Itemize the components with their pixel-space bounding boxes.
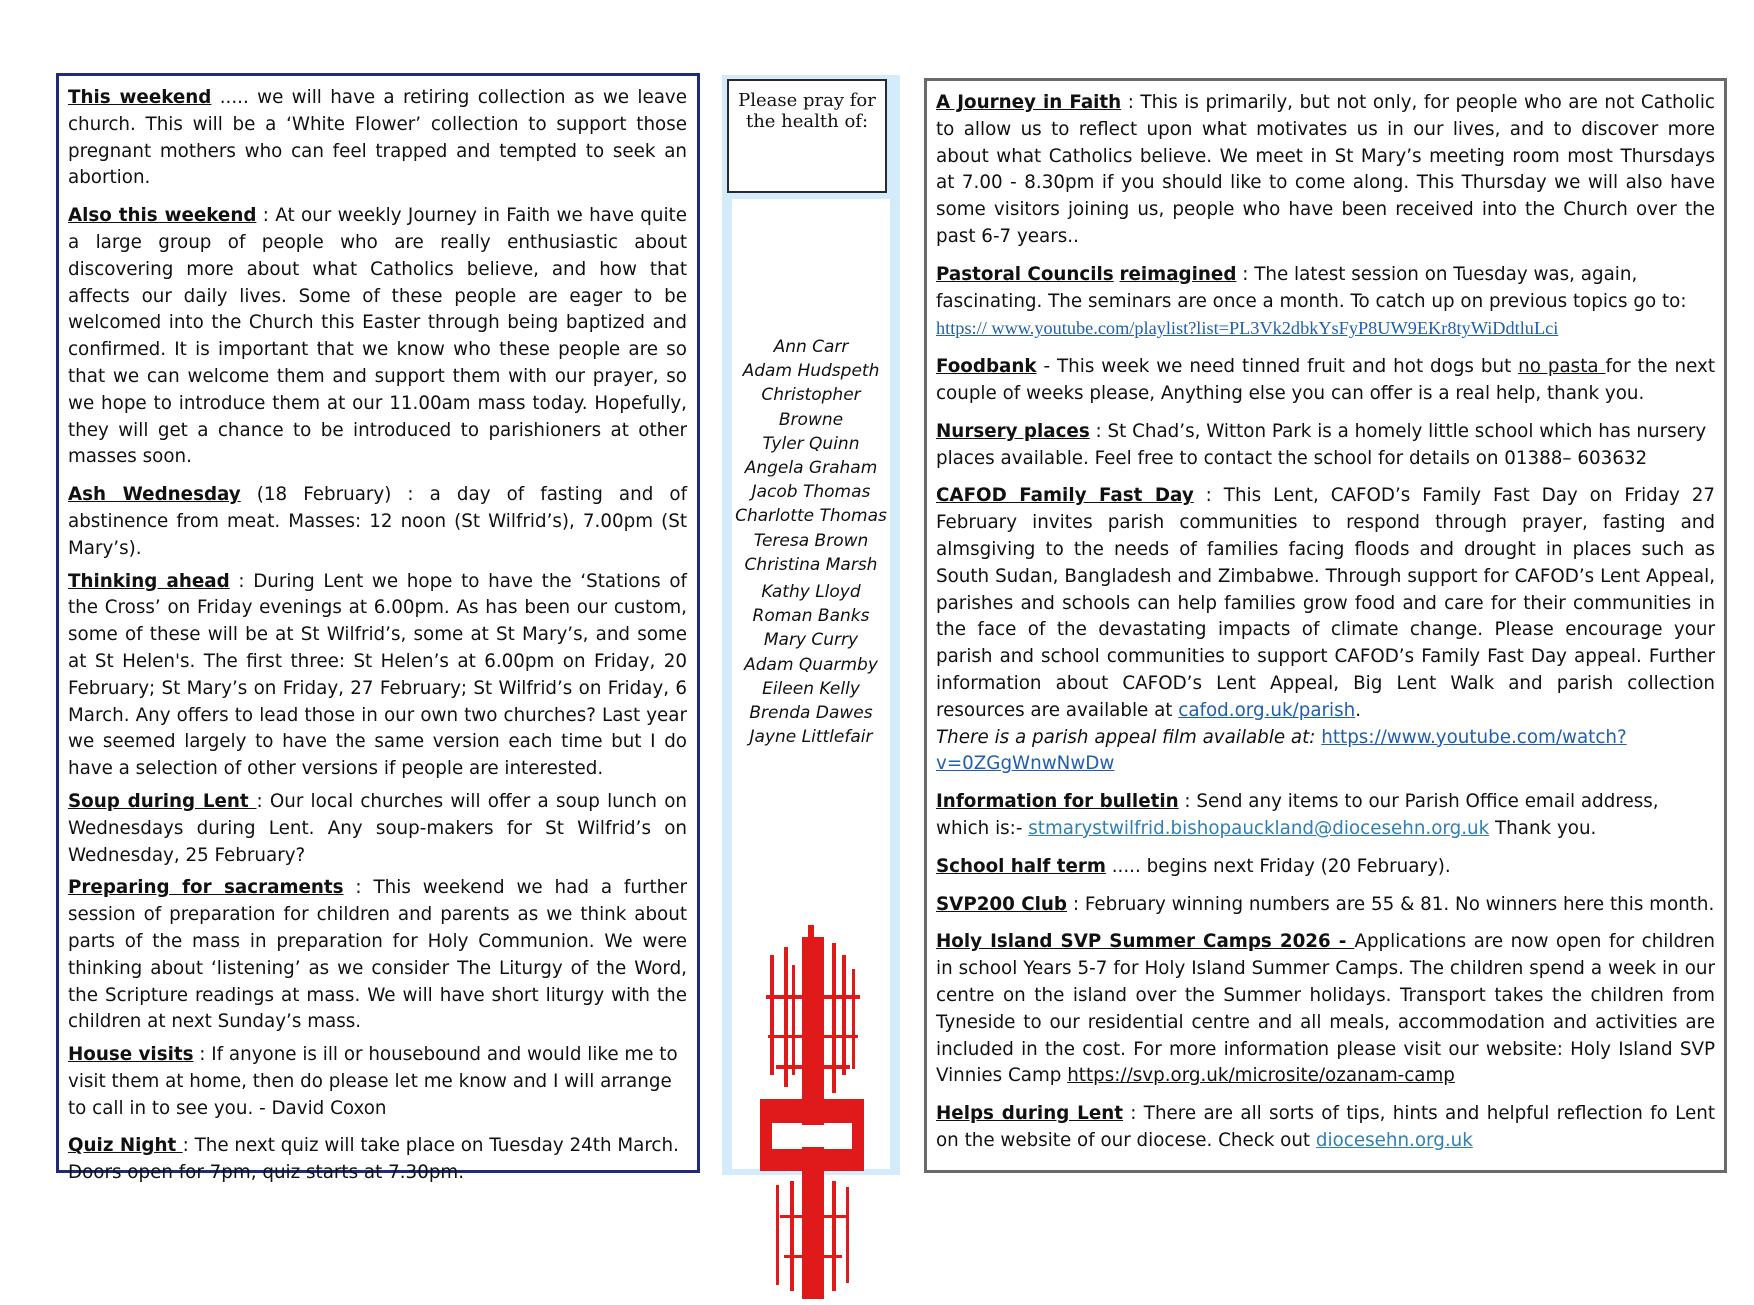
info-bulletin-end: Thank you. [1489, 817, 1597, 839]
ash-wednesday-heading: Ash Wednesday [68, 484, 241, 506]
holy-island-heading: Holy Island SVP Summer Camps 2026 - [936, 931, 1355, 953]
ash-wednesday-trail: (18 February) : [240, 484, 430, 506]
soup-body: Our local churches will offer a soup lunch on Wednesdays during Lent. Any soup-makers for St Wilfrid’s on Wednesday, 25 February? [68, 790, 687, 866]
journey-heading: A Journey in Faith [936, 92, 1122, 113]
pastoral-body: The latest session on Tuesday was, again, fascinating. The seminars are once a month. To catch up on previous topics go to: [936, 263, 1687, 312]
ash-wednesday-body: a day of fasting and of abstinence from meat. Masses: 12 noon (St Wilfrid’s), 7.00pm (St Mary’s). [68, 484, 688, 559]
this-weekend-body: we will have a retiring collection as we leave church. This will be a ‘White Flower’ collection to support those pregnant mothers who can feel trapped and tempted to seek an abortion. [68, 87, 687, 189]
prayer-name: Browne [778, 409, 844, 430]
prayer-name: Christopher [761, 385, 861, 406]
helps-lent-trail: : [1122, 1103, 1144, 1125]
soup-trail: : [256, 790, 270, 812]
also-weekend-notice [68, 203, 687, 471]
prayer-name: Eileen Kelly [762, 678, 860, 699]
prayer-name: Mary Curry [763, 630, 859, 651]
svp200-notice [936, 892, 1715, 919]
cafod-body: This Lent, CAFOD’s Family Fast Day on Friday 27 February invites parish communities to respond through prayer, fasting and almsgiving to the needs of families facing floods and drought in places such as South Sudan, Bangladesh and Zimbabwe. Through support for CAFOD’s Lent Appeal, parishes and schools can help families grow food and care for their communities in the face of the devastating impacts of climate change. Please encourage your parish and school communities to support CAFOD’s Family Fast Day appeal. Further information about CAFOD’s Lent Appeal, Big Lent Walk and parish collection resources are available at [936, 485, 1715, 721]
cafod-trail: : [1193, 485, 1224, 507]
thinking-ahead-heading: Thinking ahead [68, 570, 230, 592]
info-bulletin-trail: : [1178, 791, 1197, 813]
sacraments-heading: Preparing for sacraments [68, 877, 344, 899]
thinking-ahead-body: During Lent we hope to have the ‘Stations of the Cross’ on Friday evenings at 6.00pm. As has been our custom, some of these will be at St Wilfrid’s, some at St Mary’s, and some at St Helen's. The first three: St Helen’s at 6.00pm on Friday, 20 February; St Mary’s on Friday, 27 February; St Wilfrid’s on Friday, 6 March. Any offers to lead those in our own two churches? Last year we seemed largely to have the same version each time but I do have a selection of other versions if people are interested. [68, 570, 687, 780]
prayer-name: Tyler Quinn [762, 433, 860, 454]
quiz-night-body: The next quiz will take place on Tuesday 24th March. Doors open for 7pm, quiz starts at 7.30pm. [68, 1135, 679, 1184]
soup-notice [68, 789, 687, 869]
sacraments-body: This weekend we had a further session of preparation for children and parents as we think about parts of the mass in preparation for Holy Communion. We were thinking about ‘listening’ as we consider The Liturgy of the Word, the Scripture readings at mass. We will have short liturgy with the children at next Sunday’s mass. [68, 877, 687, 1033]
quiz-night-trail: : [182, 1135, 195, 1157]
prayer-name: Roman Banks [752, 606, 870, 627]
nursery-body: St Chad’s, Witton Park is a homely little school which has nursery places available. Feel free to contact the school for details on 01388– 603632 [936, 420, 1707, 469]
prayer-name: Brenda Dawes [749, 703, 873, 724]
red-cross-icon [756, 925, 868, 1305]
pastoral-heading-a: Pastoral Councils [936, 263, 1114, 285]
info-bulletin-heading: Information for bulletin [936, 791, 1179, 813]
right-column [924, 78, 1727, 1173]
names-panel [732, 199, 890, 1169]
house-visits-notice [68, 1042, 687, 1122]
cafod-film-text: There is a parish appeal film available at: [936, 726, 1322, 748]
info-bulletin-notice [936, 789, 1715, 843]
holy-island-notice [936, 929, 1715, 1090]
journey-body: This is primarily, but not only, for people who are not Catholic to allow us to reflect upon what motivates us in our lives, and to discover more about what Catholics believe. We meet in St Mary’s meeting room most Thursdays at 7.00 - 8.30pm if you should like to come along. This Thursday we will also have some visitors joining us, people who have been received into the Church over the past 6-7 years.. [936, 92, 1715, 247]
this-weekend-notice [68, 85, 687, 192]
prayer-name: Christina Marsh [744, 554, 878, 575]
prayer-names-list [732, 335, 890, 749]
this-weekend-heading: This weekend [68, 87, 212, 108]
diocese-link[interactable]: diocesehn.org.uk [1315, 1129, 1473, 1151]
cafod-notice [936, 483, 1715, 724]
prayer-name: Adam Quarmby [744, 654, 878, 675]
svp200-body: February winning numbers are 55 & 81. No winners here this month. [1084, 893, 1715, 915]
cafod-film-notice [936, 725, 1715, 779]
also-weekend-trail: : [256, 205, 276, 227]
house-visits-heading: House visits [68, 1044, 194, 1066]
info-bulletin-body: Send any items to our Parish Office email address, which is:- [936, 791, 1659, 839]
pastoral-playlist-link[interactable]: https:// www.youtube.com/playlist?list=PL3Vk2dbkYsFyP8UW9EKr8tyWiDdtluLci [936, 318, 1559, 339]
foodbank-no-pasta: no pasta [1518, 356, 1606, 378]
prayer-sidebar [722, 75, 900, 1175]
thinking-ahead-notice [68, 569, 687, 783]
half-term-trail: ..... [1105, 855, 1147, 877]
cafod-heading: CAFOD Family Fast Day [936, 485, 1194, 507]
journey-trail: : [1121, 92, 1141, 113]
helps-lent-heading: Helps during Lent [936, 1103, 1123, 1125]
prayer-name: Adam Hudspeth [742, 361, 880, 382]
nursery-notice [936, 419, 1715, 473]
half-term-heading: School half term [936, 855, 1106, 877]
pastoral-heading-b: reimagined [1119, 263, 1237, 285]
pray-for-box [727, 79, 887, 193]
foodbank-notice [936, 354, 1715, 408]
holy-island-body: Applications are now open for children in school Years 5-7 for Holy Island Summer Camps. The children spend a week in our centre on the island over the Summer holidays. Transport takes the children from Tyneside to our residential centre and all meals, accommodation and activities are included in the cost. For more information please visit our website: Holy Island SVP Vinnies Camp [936, 931, 1715, 1087]
prayer-name: Kathy Lloyd [761, 582, 861, 603]
this-weekend-trail: ..... [211, 87, 258, 108]
quiz-night-notice [68, 1133, 687, 1187]
prayer-name: Jacob Thomas [751, 482, 871, 503]
prayer-name: Angela Graham [744, 458, 878, 479]
helps-lent-body: There are all sorts of tips, hints and helpful reflection fo Lent on the website of our diocese. Check out [936, 1103, 1715, 1151]
parish-email-link[interactable]: stmarystwilfrid.bishopauckland@diocesehn.org.uk [1028, 817, 1490, 839]
svp200-heading: SVP200 Club [936, 893, 1068, 915]
left-column [56, 73, 700, 1184]
thinking-ahead-trail: : [229, 570, 254, 592]
house-visits-trail: : [193, 1044, 212, 1066]
cafod-parish-link[interactable]: cafod.org.uk/parish [1178, 699, 1356, 721]
prayer-name: Teresa Brown [753, 530, 869, 551]
pray-for-title: Please pray for the health of: [738, 90, 876, 132]
pastoral-trail: : [1236, 263, 1255, 285]
cafod-end: . [1355, 699, 1362, 721]
also-weekend-body: At our weekly Journey in Faith we have quite a large group of people who are really enthusiastic about discovering more about what Catholics believe, and how that affects our daily lives. Some of these people are eager to be welcomed into the Church this Easter through being baptized and confirmed. It is important that we know who these people are so that we can welcome them and support them with our prayer, so we hope to introduce them at our 11.00am mass today. Hopefully, they will get a chance to be introduced to parishioners at other masses soon. [68, 205, 687, 468]
nursery-trail: : [1089, 420, 1108, 442]
prayer-name: Charlotte Thomas [735, 506, 887, 527]
prayer-name: Jayne Littlefair [749, 727, 873, 748]
ash-wednesday-notice [68, 482, 687, 562]
foodbank-heading: Foodbank [936, 356, 1037, 378]
helps-lent-notice [936, 1101, 1715, 1155]
nursery-heading: Nursery places [936, 420, 1090, 442]
house-visits-body: If anyone is ill or housebound and would like me to visit them at home, then do please let me know and I will arrange to call in to see you. - David Coxon [68, 1044, 678, 1119]
ozanam-camp-link[interactable]: https://svp.org.uk/microsite/ozanam-camp [1067, 1065, 1455, 1087]
half-term-body: begins next Friday (20 February). [1146, 855, 1451, 877]
pastoral-notice [936, 262, 1715, 343]
quiz-night-heading: Quiz Night [68, 1135, 183, 1157]
prayer-name: Ann Carr [773, 337, 849, 357]
foodbank-post: for the next couple of weeks please, Anything else you can offer is a real help, thank you. [936, 356, 1715, 404]
sacraments-trail: : [343, 877, 374, 899]
sacraments-notice [68, 875, 687, 1036]
also-weekend-heading: Also this weekend [68, 205, 257, 227]
soup-heading: Soup during Lent [68, 790, 257, 812]
svp200-trail: : [1067, 893, 1085, 915]
half-term-notice [936, 854, 1715, 881]
journey-notice [936, 90, 1715, 251]
cafod-film-link[interactable]: https://www.youtube.com/watch? v=0ZGgWnwNwDw [936, 726, 1627, 775]
foodbank-pre: - This week we need tinned fruit and hot dogs but [1036, 356, 1519, 378]
